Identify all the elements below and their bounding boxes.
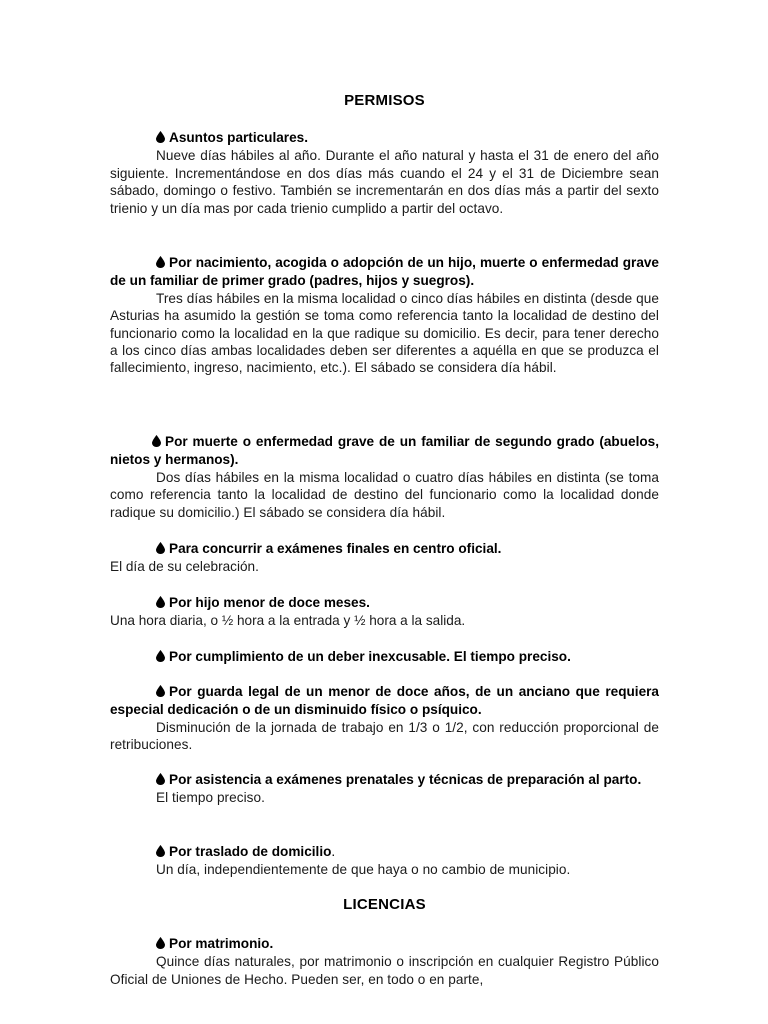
permiso-heading: Por muerte o enfermedad grave de un familiar de segundo grado (abuelos, nietos y hermanos). xyxy=(110,434,659,468)
permiso-body: Una hora diaria, o ½ hora a la entrada y ½ hora a la salida. xyxy=(110,613,466,629)
permisos-title: PERMISOS xyxy=(344,92,425,109)
licencia-heading: Por matrimonio. xyxy=(169,936,274,951)
permiso-deber-inexcusable xyxy=(110,648,659,666)
permiso-body: Nueve días hábiles al año. Durante el año natural y hasta el 31 de enero del año siguiente. Incrementándose en dos días más cuando el 24 y el 31 de Diciembre sean sábado, domingo o festivo. También se incrementarán en dos días más a partir del sexto trienio y un día mas por cada trienio cumplido a partir del octavo. xyxy=(110,148,659,216)
permiso-traslado-domicilio xyxy=(110,843,659,879)
permiso-heading: Para concurrir a exámenes finales en centro oficial. xyxy=(169,541,502,556)
droplet-icon xyxy=(156,542,165,556)
permiso-body: El día de su celebración. xyxy=(110,559,259,575)
licencia-matrimonio xyxy=(110,935,659,988)
droplet-icon xyxy=(156,596,165,610)
permiso-body: Tres días hábiles en la misma localidad o cinco días hábiles en distinta (desde que Asturias ha asumido la gestión se toma como referencia tanto la localidad de destino del funcionario como la localidad en la que radique su domicilio. Es decir, para tener derecho a los cinco días ambas localidades deben ser diferentes a aquélla en que se produzca el fallecimiento, ingreso, nacimiento, etc.). El sábado se considera día hábil. xyxy=(110,290,659,376)
permiso-heading: Por asistencia a exámenes prenatales y técnicas de preparación al parto. xyxy=(169,772,642,787)
licencia-body: Quince días naturales, por matrimonio o inscripción en cualquier Registro Público Oficial de Uniones de Hecho. Pueden ser, en todo o en parte, xyxy=(110,954,659,987)
permiso-heading: Asuntos particulares. xyxy=(169,130,308,145)
permiso-examenes-finales xyxy=(110,540,659,576)
droplet-icon xyxy=(156,650,165,664)
permiso-heading-suffix: . xyxy=(331,844,336,859)
permiso-asuntos-particulares xyxy=(110,129,659,217)
droplet-icon xyxy=(152,435,161,449)
droplet-icon xyxy=(156,845,165,859)
permiso-heading: Por traslado de domicilio xyxy=(169,844,332,859)
permiso-heading: Por hijo menor de doce meses. xyxy=(169,595,370,610)
permiso-body: Disminución de la jornada de trabajo en 1/3 o 1/2, con reducción proporcional de retribuciones. xyxy=(110,719,659,753)
permiso-nacimiento xyxy=(110,254,659,377)
droplet-icon xyxy=(156,937,165,951)
droplet-icon xyxy=(156,131,165,145)
permiso-heading: Por guarda legal de un menor de doce años, de un anciano que requiera especial dedicación o de un disminuido físico o psíquico. xyxy=(110,684,659,718)
licencias-title: LICENCIAS xyxy=(343,896,426,913)
droplet-icon xyxy=(156,256,165,270)
permiso-guarda-legal xyxy=(110,683,659,754)
permiso-body: El tiempo preciso. xyxy=(156,790,265,806)
permiso-body: Un día, independientemente de que haya o no cambio de municipio. xyxy=(156,862,571,878)
permiso-hijo-menor xyxy=(110,594,659,630)
permiso-heading: Por cumplimiento de un deber inexcusable. El tiempo preciso. xyxy=(169,649,571,664)
droplet-icon xyxy=(156,773,165,787)
permiso-heading: Por nacimiento, acogida o adopción de un hijo, muerte o enfermedad grave de un familiar de primer grado (padres, hijos y suegros). xyxy=(110,255,659,289)
permiso-examenes-prenatales xyxy=(110,771,659,807)
permiso-segundo-grado xyxy=(110,433,659,521)
permiso-body: Dos días hábiles en la misma localidad o cuatro días hábiles en distinta (se toma como referencia tanto la localidad de destino del funcionario como la localidad donde radique su domicilio.) El sábado se considera día hábil. xyxy=(110,469,659,520)
droplet-icon xyxy=(156,685,165,699)
